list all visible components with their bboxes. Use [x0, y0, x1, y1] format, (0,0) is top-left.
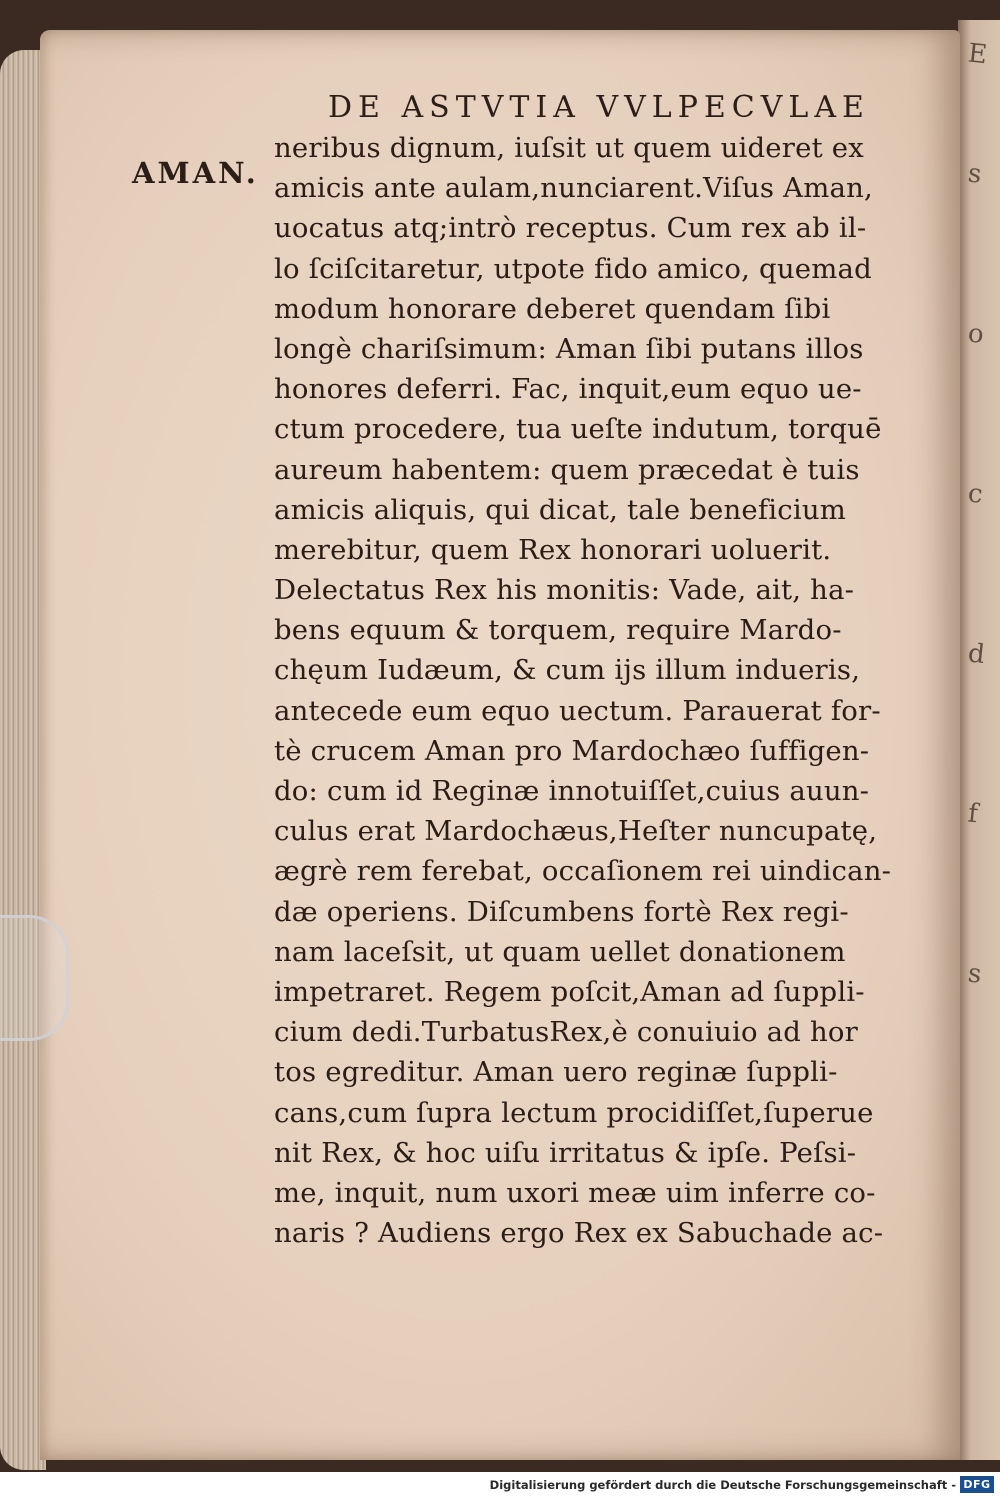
text-line: tè crucem Aman pro Mardochæo ſuffigen- — [274, 734, 870, 767]
marginal-note: AMAN. — [132, 156, 259, 190]
text-line: amicis ante aulam,nunciarent.Viſus Aman, — [274, 172, 873, 205]
text-line: amicis aliquis, qui dicat, tale beneficium — [274, 493, 847, 526]
facing-page-glyph: s — [966, 158, 983, 190]
facing-page-glyph: s — [966, 958, 983, 990]
facing-page-glyph: c — [966, 478, 985, 510]
text-block — [274, 128, 964, 1253]
text-line: modum honorare deberet quendam ſibi — [274, 292, 831, 325]
text-line: longè chariſsimum: Aman ſibi putans illos — [274, 332, 864, 365]
running-head: DE ASTVTIA VVLPECVLAE — [328, 90, 870, 125]
text-line: ctum procedere, tua ueſte indutum, torquē — [274, 413, 882, 446]
text-line: do: cum id Reginæ innotuiſſet,cuius auun- — [274, 775, 870, 807]
footer-credit: Digitalisierung gefördert durch die Deutsche Forschungsgemeinschaft - — [489, 1478, 956, 1492]
text-line: chęum Iudæum, & cum ijs illum indueris, — [274, 654, 861, 687]
text-line: me, inquit, num uxori meæ uim inferre co- — [274, 1176, 876, 1209]
book-clip — [0, 915, 69, 1041]
text-line: lo ſciſcitaretur, utpote fido amico, quemad — [274, 252, 872, 285]
text-line: bens equum & torquem, require Mardo- — [274, 614, 842, 647]
text-line: cans,cum ſupra lectum procidiſſet,ſuperue — [274, 1096, 874, 1129]
text-line: Delectatus Rex his monitis: Vade, ait, ha- — [274, 574, 855, 607]
text-line: impetraret. Regem poſcit,Aman ad ſuppli- — [274, 975, 865, 1008]
text-line: cium dedi.TurbatusRex,è conuiuio ad hor — [274, 1016, 858, 1049]
facing-page-glyph: d — [966, 638, 987, 671]
text-line: merebitur, quem Rex honorari uoluerit. — [274, 533, 832, 566]
dfg-logo: DFG — [960, 1476, 994, 1493]
text-line: dæ operiens. Diſcumbens fortè Rex regi- — [274, 895, 849, 928]
text-line: uocatus atq;intrò receptus. Cum rex ab il- — [274, 212, 867, 245]
text-line: ægrè rem ferebat, occaſionem rei uindican- — [274, 855, 892, 888]
text-line: neribus dignum, iuſsit ut quem uideret ex — [274, 132, 864, 164]
text-line: honores deferri. Fac, inquit,eum equo ue- — [274, 373, 862, 406]
text-line: culus erat Mardochæus,Heſter nuncupatę, — [274, 815, 878, 848]
facing-page-glyph: f — [966, 798, 980, 830]
text-line: antecede eum equo uectum. Parauerat for- — [274, 694, 881, 727]
facing-page-edge — [958, 20, 1000, 1460]
text-line: tos egreditur. Aman uero reginæ ſuppli- — [274, 1056, 838, 1089]
facing-page-glyph: o — [966, 318, 986, 350]
text-line: aureum habentem: quem præcedat è tuis — [274, 453, 860, 486]
text-line: nam laceſsit, ut quam uellet donationem — [274, 935, 846, 968]
text-line: nit Rex, & hoc uiſu irritatus & ipſe. Peſsi- — [274, 1136, 857, 1169]
facing-page-glyph: E — [966, 38, 989, 71]
text-line: naris ? Audiens ergo Rex ex Sabuchade ac- — [274, 1217, 884, 1250]
